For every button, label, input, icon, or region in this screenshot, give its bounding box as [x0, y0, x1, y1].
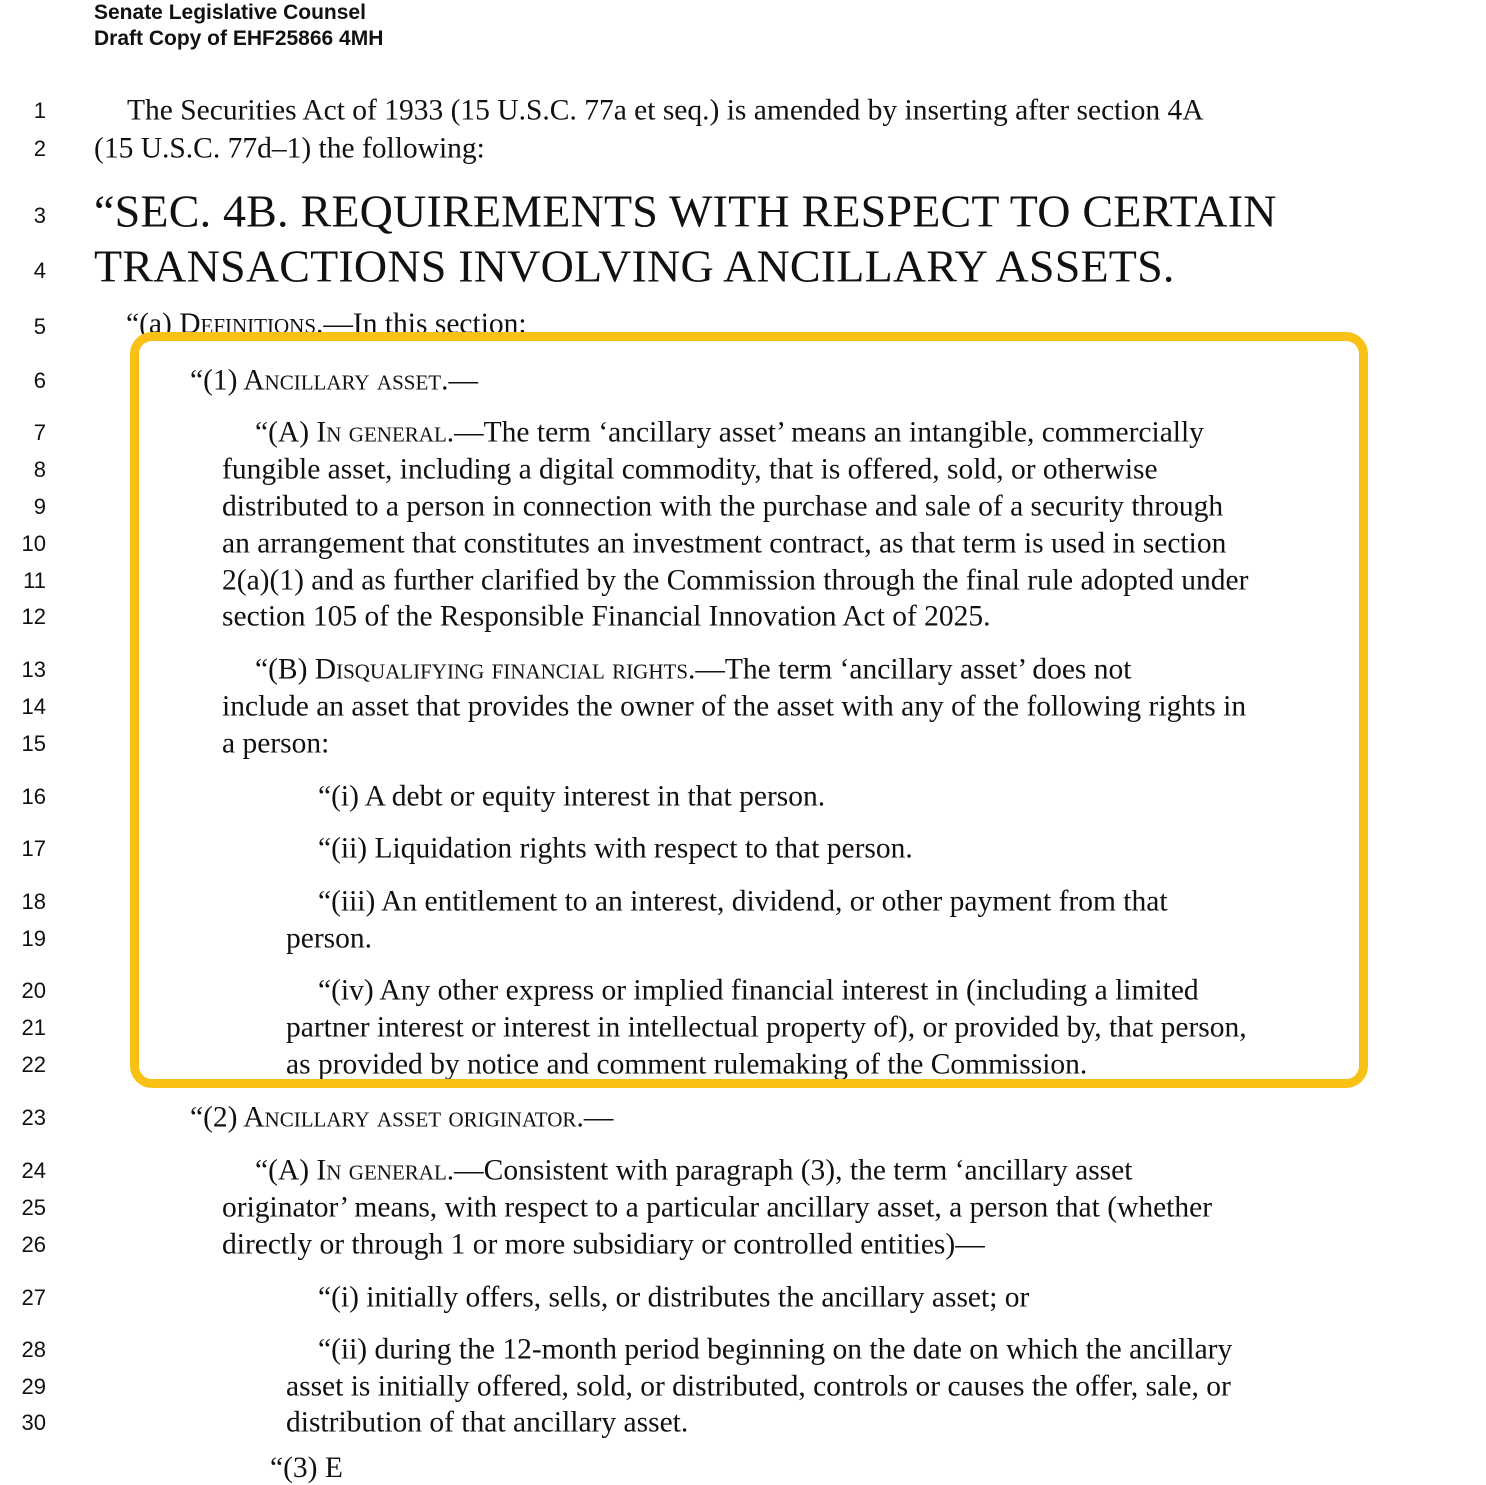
partially-hidden-line — [120, 308, 640, 340]
header-organization: Senate Legislative Counsel — [94, 1, 366, 24]
clause-line: “(iv) Any other express or implied financial interest in (including a limited — [318, 974, 1199, 1007]
clause-line: “(ii) Liquidation rights with respect to that person. — [318, 832, 913, 865]
line-number: 28 — [21, 1337, 46, 1362]
partially-hidden-line — [270, 1452, 1330, 1484]
text-line: an arrangement that constitutes an investment contract, as that term is used in section — [222, 527, 1227, 560]
text-line: “(3) E — [270, 1452, 343, 1484]
document-header — [94, 0, 383, 52]
line-number: 22 — [21, 1052, 46, 1077]
line-number: 16 — [21, 784, 46, 809]
header-draft-id: Draft Copy of EHF25866 4MH — [94, 27, 384, 50]
text-line: person. — [286, 922, 373, 955]
line-number: 4 — [33, 258, 46, 283]
text-line: originator’ means, with respect to a particular ancillary asset, a person that (whether — [222, 1191, 1213, 1224]
line-number: 19 — [21, 926, 46, 951]
line-number: 18 — [21, 889, 46, 914]
text-line: include an asset that provides the owner of the asset with any of the following rights in — [222, 690, 1247, 723]
line-number: 26 — [21, 1232, 46, 1257]
text-line: distributed to a person in connection with the purchase and sale of a security through — [222, 490, 1224, 523]
text-line: as provided by notice and comment rulemaking of the Commission. — [286, 1048, 1088, 1081]
text-line: a person: — [222, 727, 330, 760]
text-line: distribution of that ancillary asset. — [286, 1406, 689, 1439]
section-heading: “SEC. 4B. REQUIREMENTS WITH RESPECT TO CERTAIN — [94, 185, 1277, 237]
line-number: 30 — [21, 1410, 46, 1435]
clause-line: “(i) A debt or equity interest in that person. — [318, 780, 826, 813]
text-line: “(a) Definitions.—In this section: — [126, 308, 527, 340]
text-line: 2(a)(1) and as further clarified by the Commission through the final rule adopted under — [222, 564, 1249, 597]
subparagraph-heading: “(A) In general.—Consistent with paragraph (3), the term ‘ancillary asset — [255, 1154, 1133, 1187]
text-line: fungible asset, including a digital commodity, that is offered, sold, or otherwise — [222, 453, 1158, 486]
paragraph-heading: “(1) Ancillary asset.— — [190, 364, 478, 397]
line-number: 5 — [33, 314, 46, 339]
line-number: 25 — [21, 1195, 46, 1220]
line-number: 3 — [33, 203, 46, 228]
line-number: 1 — [33, 98, 46, 123]
line-number: 24 — [21, 1158, 46, 1183]
clause-line: “(i) initially offers, sells, or distributes the ancillary asset; or — [318, 1281, 1030, 1314]
subparagraph-heading: “(A) In general.—The term ‘ancillary asset’ means an intangible, commercially — [255, 416, 1204, 449]
text-line: The Securities Act of 1933 (15 U.S.C. 77a et seq.) is amended by inserting after section 4A — [127, 94, 1204, 127]
line-number: 7 — [33, 420, 46, 445]
line-number: 23 — [21, 1105, 46, 1130]
line-number: 14 — [21, 694, 46, 719]
clause-line: “(ii) during the 12-month period beginning on the date on which the ancillary — [318, 1333, 1233, 1366]
text-line: (15 U.S.C. 77d–1) the following: — [94, 132, 485, 165]
text-line: directly or through 1 or more subsidiary or controlled entities)— — [222, 1228, 985, 1261]
text-line: partner interest or interest in intellectual property of), or provided by, that person, — [286, 1011, 1247, 1044]
line-number: 2 — [33, 136, 46, 161]
clause-line: “(iii) An entitlement to an interest, dividend, or other payment from that — [318, 885, 1168, 918]
subparagraph-heading: “(B) Disqualifying financial rights.—The term ‘ancillary asset’ does not — [255, 653, 1132, 686]
line-number: 29 — [21, 1374, 46, 1399]
line-number: 21 — [21, 1015, 46, 1040]
text-line: section 105 of the Responsible Financial Innovation Act of 2025. — [222, 600, 991, 633]
line-number: 9 — [33, 494, 46, 519]
section-heading: TRANSACTIONS INVOLVING ANCILLARY ASSETS. — [94, 240, 1175, 292]
line-number: 8 — [33, 457, 46, 482]
line-number: 15 — [21, 731, 46, 756]
line-number: 17 — [21, 836, 46, 861]
line-number: 27 — [21, 1285, 46, 1310]
line-number: 12 — [21, 604, 46, 629]
text-line: asset is initially offered, sold, or distributed, controls or causes the offer, sale, or — [286, 1370, 1231, 1403]
paragraph-heading: “(2) Ancillary asset originator.— — [190, 1101, 614, 1134]
highlight-box — [130, 332, 1368, 1088]
line-number: 20 — [21, 978, 46, 1003]
line-number: 11 — [23, 568, 46, 593]
line-number: 13 — [21, 657, 46, 682]
line-number: 6 — [33, 368, 46, 393]
line-number: 10 — [21, 531, 46, 556]
